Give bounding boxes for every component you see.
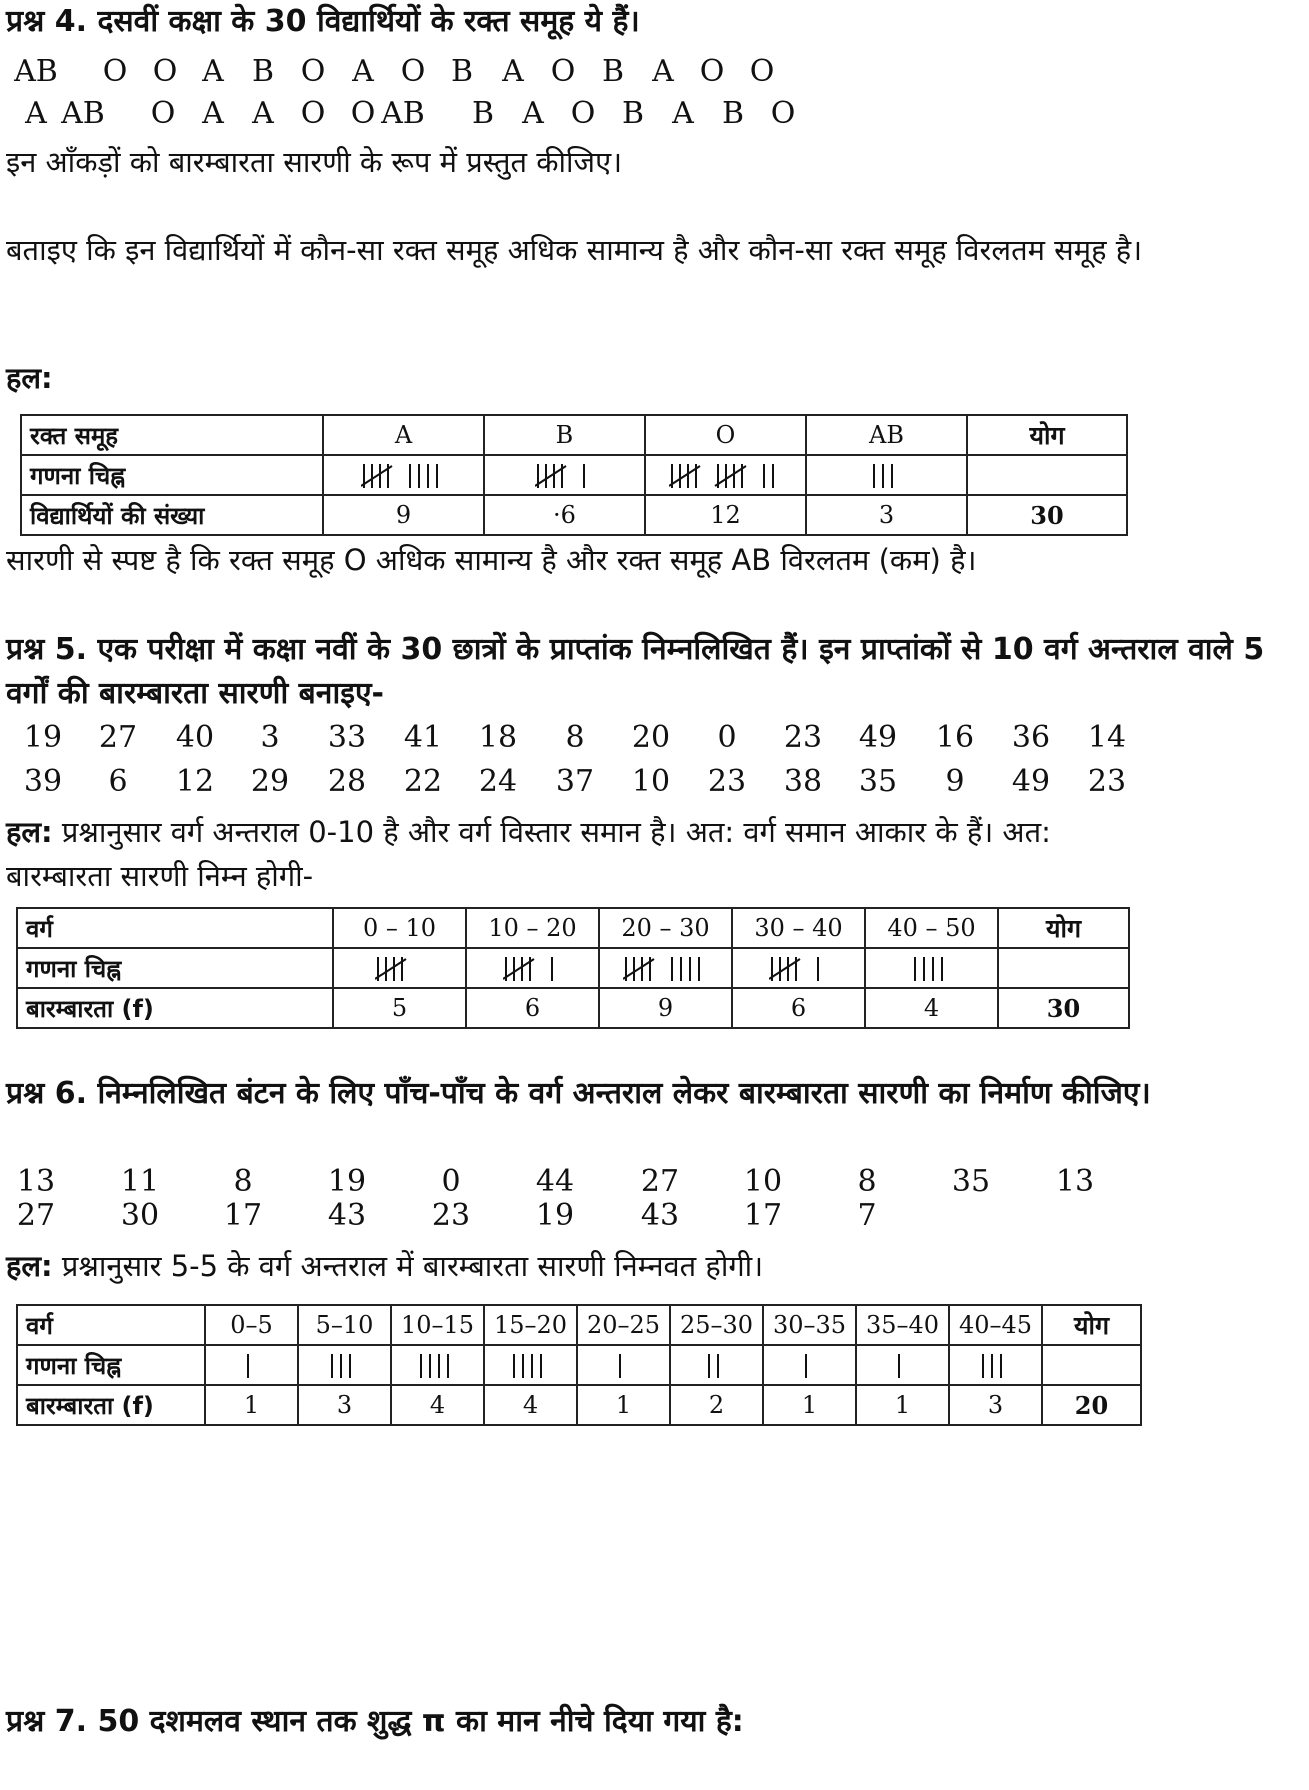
q6-tally-30-35	[763, 1345, 856, 1385]
q5-frequency-table	[16, 907, 1130, 1029]
q5-tally-row	[17, 948, 1129, 988]
q4-tally-ab	[806, 455, 967, 495]
data-value: 8	[565, 720, 585, 755]
data-value: B	[601, 54, 625, 89]
q5-freq-30-40: 6	[732, 988, 865, 1028]
data-value: 0	[441, 1164, 461, 1199]
q6-tally-35-40	[856, 1345, 949, 1385]
data-value: 17	[223, 1198, 263, 1233]
data-value: 10	[743, 1164, 783, 1199]
q6-tally-total	[1042, 1345, 1141, 1385]
tally-marks-icon	[912, 955, 952, 983]
tally-marks-icon	[329, 1352, 360, 1380]
q4-header-b: B	[484, 415, 645, 455]
q6-freq-20-25: 1	[577, 1385, 670, 1425]
q6-header-30-35: 30–35	[763, 1305, 856, 1345]
data-value: A	[652, 54, 674, 89]
tally-marks-icon	[418, 1352, 458, 1380]
tally-marks-icon	[245, 1352, 258, 1380]
data-value: AB	[14, 54, 58, 89]
q4-frequency-table	[20, 414, 1128, 536]
q5-freq-20-30: 9	[599, 988, 732, 1028]
q4-count-o: 12	[645, 495, 806, 535]
q6-freq-total: 20	[1042, 1385, 1141, 1425]
data-value: B	[721, 96, 745, 131]
data-value: O	[150, 96, 176, 131]
data-value: A	[522, 96, 544, 131]
data-value: O	[570, 96, 596, 131]
q5-header-30-40: 30 – 40	[732, 908, 865, 948]
q4-data-row-2	[0, 96, 1309, 136]
tally-marks-icon	[769, 955, 828, 983]
q6-tally-5-10	[298, 1345, 391, 1385]
q5-title: प्रश्न 5. एक परीक्षा में कक्षा नवीं के 30 छात्रों के प्राप्तांक निम्नलिखित हैं। इन प्राप्तांकों से 10 वर्ग अन्तराल वाले 5 वर्गों की बारम्बारता सारणी बनाइए-	[6, 632, 1265, 711]
data-value: 13	[1055, 1164, 1095, 1199]
data-value: O	[400, 54, 426, 89]
q4-instruction-2: बताइए कि इन विद्यार्थियों में कौन-सा रक्त समूह अधिक सामान्य है और कौन-सा रक्त समूह विरलतम समूह है।	[6, 233, 1143, 267]
q6-freq-35-40: 1	[856, 1385, 949, 1425]
data-value: B	[450, 54, 474, 89]
data-value: 33	[327, 720, 367, 755]
data-value: AB	[381, 96, 425, 131]
q6-header-0-5: 0–5	[205, 1305, 298, 1345]
data-value: 0	[717, 720, 737, 755]
q6-freq-0-5: 1	[205, 1385, 298, 1425]
data-value: 14	[1087, 720, 1127, 755]
q4-count-row	[21, 495, 1127, 535]
q5-header-40-50: 40 – 50	[865, 908, 998, 948]
data-value: 23	[707, 764, 747, 799]
data-value: 28	[327, 764, 367, 799]
q4-data-row-1	[0, 54, 1309, 94]
data-value: 13	[16, 1164, 56, 1199]
data-value: 22	[403, 764, 443, 799]
data-value: A	[502, 54, 524, 89]
q5-tally-40-50	[865, 948, 998, 988]
q4-header-a: A	[323, 415, 484, 455]
q6-row-label-frequency: बारम्बारता (f)	[17, 1385, 205, 1425]
data-value: 16	[935, 720, 975, 755]
data-value: 29	[250, 764, 290, 799]
q6-header-40-45: 40–45	[949, 1305, 1042, 1345]
q5-solution-text: प्रश्नानुसार वर्ग अन्तराल 0-10 है और वर्ग विस्तार समान है। अत: वर्ग समान आकार के हैं। अत: बारम्बारता सारणी निम्न होगी-	[6, 815, 1051, 893]
data-value: 40	[175, 720, 215, 755]
tally-marks-icon	[503, 955, 562, 983]
data-value: O	[152, 54, 178, 89]
q6-freq-30-35: 1	[763, 1385, 856, 1425]
q6-header-15-20: 15–20	[484, 1305, 577, 1345]
q5-freq-0-10: 5	[333, 988, 466, 1028]
data-value: O	[300, 54, 326, 89]
q4-header-ab: AB	[806, 415, 967, 455]
q4-tally-row	[21, 455, 1127, 495]
tally-marks-icon	[896, 1352, 909, 1380]
data-value: 12	[175, 764, 215, 799]
data-value: O	[699, 54, 725, 89]
data-value: 49	[1011, 764, 1051, 799]
data-value: 23	[783, 720, 823, 755]
data-value: 19	[23, 720, 63, 755]
q6-solution-label: हल:	[6, 1249, 53, 1283]
q6-tally-40-45	[949, 1345, 1042, 1385]
tally-marks-icon	[669, 462, 783, 490]
data-value: 35	[951, 1164, 991, 1199]
q5-solution-label: हल:	[6, 815, 53, 849]
q4-conclusion: सारणी से स्पष्ट है कि रक्त समूह O अधिक सामान्य है और रक्त समूह AB विरलतम (कम) है।	[6, 543, 977, 577]
data-value: 23	[1087, 764, 1127, 799]
q5-tally-0-10	[333, 948, 466, 988]
q4-count-total: 30	[967, 495, 1127, 535]
q6-tally-25-30	[670, 1345, 763, 1385]
q6-header-20-25: 20–25	[577, 1305, 670, 1345]
q5-header-20-30: 20 – 30	[599, 908, 732, 948]
q4-header-o: O	[645, 415, 806, 455]
q4-header-total: योग	[967, 415, 1127, 455]
q6-solution	[6, 1244, 1301, 1288]
q4-tally-total	[967, 455, 1127, 495]
q4-row-label-tally: गणना चिह्न	[21, 455, 323, 495]
data-value: O	[770, 96, 796, 131]
tally-marks-icon	[871, 462, 902, 490]
q6-tally-15-20	[484, 1345, 577, 1385]
data-value: O	[102, 54, 128, 89]
q4-title: प्रश्न 4. दसवीं कक्षा के 30 विद्यार्थियों के रक्त समूह ये हैं।	[6, 4, 640, 39]
q5-tally-20-30	[599, 948, 732, 988]
tally-marks-icon	[803, 1352, 816, 1380]
data-value: A	[352, 54, 374, 89]
q7-title: प्रश्न 7. 50 दशमलव स्थान तक शुद्ध π का मान नीचे दिया गया है:	[6, 1704, 744, 1739]
data-value: 27	[640, 1164, 680, 1199]
q6-frequency-row	[17, 1385, 1141, 1425]
data-value: 38	[783, 764, 823, 799]
data-value: B	[471, 96, 495, 131]
q6-row-label-tally: गणना चिह्न	[17, 1345, 205, 1385]
data-value: 17	[743, 1198, 783, 1233]
q4-row-label-count: विद्यार्थियों की संख्या	[21, 495, 323, 535]
q6-tally-10-15	[391, 1345, 484, 1385]
q5-header-0-10: 0 – 10	[333, 908, 466, 948]
q5-freq-total: 30	[998, 988, 1129, 1028]
q6-tally-20-25	[577, 1345, 670, 1385]
tally-marks-icon	[623, 955, 709, 983]
tally-marks-icon	[375, 955, 425, 983]
q5-header-row	[17, 908, 1129, 948]
q6-header-25-30: 25–30	[670, 1305, 763, 1345]
q6-freq-40-45: 3	[949, 1385, 1042, 1425]
data-value: A	[672, 96, 694, 131]
data-value: A	[202, 96, 224, 131]
q5-header-10-20: 10 – 20	[466, 908, 599, 948]
q4-row-label-group: रक्त समूह	[21, 415, 323, 455]
data-value: 9	[945, 764, 965, 799]
q5-frequency-row	[17, 988, 1129, 1028]
data-value: A	[252, 96, 274, 131]
q4-header-row	[21, 415, 1127, 455]
q6-freq-5-10: 3	[298, 1385, 391, 1425]
q5-solution	[6, 810, 1156, 898]
data-value: AB	[61, 96, 105, 131]
q4-count-b: ·6	[484, 495, 645, 535]
q6-freq-25-30: 2	[670, 1385, 763, 1425]
q6-solution-text: प्रश्नानुसार 5-5 के वर्ग अन्तराल में बारम्बारता सारणी निम्नवत होगी।	[52, 1249, 764, 1283]
data-value: 37	[555, 764, 595, 799]
data-value: O	[550, 54, 576, 89]
data-value: 10	[631, 764, 671, 799]
q5-data-row-1	[0, 720, 1309, 760]
data-value: 43	[327, 1198, 367, 1233]
data-value: 27	[98, 720, 138, 755]
data-value: 8	[233, 1164, 253, 1199]
data-value: 49	[858, 720, 898, 755]
data-value: O	[300, 96, 326, 131]
q6-title: प्रश्न 6. निम्नलिखित बंटन के लिए पाँच-पाँच के वर्ग अन्तराल लेकर बारम्बारता सारणी का निर्माण कीजिए।	[6, 1076, 1151, 1111]
q4-count-ab: 3	[806, 495, 967, 535]
q4-count-a: 9	[323, 495, 484, 535]
tally-marks-icon	[617, 1352, 630, 1380]
q6-header-35-40: 35–40	[856, 1305, 949, 1345]
data-value: 7	[857, 1198, 877, 1233]
data-value: A	[25, 96, 47, 131]
q6-tally-0-5	[205, 1345, 298, 1385]
data-value: B	[621, 96, 645, 131]
q4-tally-a	[323, 455, 484, 495]
q6-freq-15-20: 4	[484, 1385, 577, 1425]
q5-row-label-frequency: बारम्बारता (f)	[17, 988, 333, 1028]
q6-header-total: योग	[1042, 1305, 1141, 1345]
q4-tally-b	[484, 455, 645, 495]
q6-header-10-15: 10–15	[391, 1305, 484, 1345]
q5-tally-10-20	[466, 948, 599, 988]
data-value: 41	[403, 720, 443, 755]
q5-freq-10-20: 6	[466, 988, 599, 1028]
q5-header-total: योग	[998, 908, 1129, 948]
q6-header-row	[17, 1305, 1141, 1345]
data-value: O	[350, 96, 376, 131]
data-value: 11	[120, 1164, 160, 1199]
q5-tally-total	[998, 948, 1129, 988]
q6-header-5-10: 5–10	[298, 1305, 391, 1345]
data-value: 19	[535, 1198, 575, 1233]
tally-marks-icon	[535, 462, 594, 490]
data-value: 20	[631, 720, 671, 755]
q6-frequency-table	[16, 1304, 1142, 1426]
q5-freq-40-50: 4	[865, 988, 998, 1028]
q6-data-row-2	[0, 1198, 1309, 1238]
q5-row-label-class: वर्ग	[17, 908, 333, 948]
data-value: O	[749, 54, 775, 89]
data-value: 24	[478, 764, 518, 799]
q5-tally-30-40	[732, 948, 865, 988]
tally-marks-icon	[361, 462, 447, 490]
data-value: 6	[108, 764, 128, 799]
q6-freq-10-15: 4	[391, 1385, 484, 1425]
q5-data-row-2	[0, 764, 1309, 804]
q4-solution-label: हल:	[6, 361, 53, 395]
data-value: 18	[478, 720, 518, 755]
data-value: 36	[1011, 720, 1051, 755]
data-value: 3	[260, 720, 280, 755]
data-value: 39	[23, 764, 63, 799]
data-value: 19	[327, 1164, 367, 1199]
q6-row-label-class: वर्ग	[17, 1305, 205, 1345]
tally-marks-icon	[706, 1352, 728, 1380]
data-value: 35	[858, 764, 898, 799]
data-value: 44	[535, 1164, 575, 1199]
tally-marks-icon	[511, 1352, 551, 1380]
data-value: A	[202, 54, 224, 89]
q4-instruction-1: इन आँकड़ों को बारम्बारता सारणी के रूप में प्रस्तुत कीजिए।	[6, 145, 623, 179]
data-value: 30	[120, 1198, 160, 1233]
data-value: 27	[16, 1198, 56, 1233]
q4-tally-o	[645, 455, 806, 495]
data-value: 23	[431, 1198, 471, 1233]
data-value: 8	[857, 1164, 877, 1199]
data-value: 43	[640, 1198, 680, 1233]
q5-row-label-tally: गणना चिह्न	[17, 948, 333, 988]
tally-marks-icon	[980, 1352, 1011, 1380]
data-value: B	[251, 54, 275, 89]
q6-tally-row	[17, 1345, 1141, 1385]
